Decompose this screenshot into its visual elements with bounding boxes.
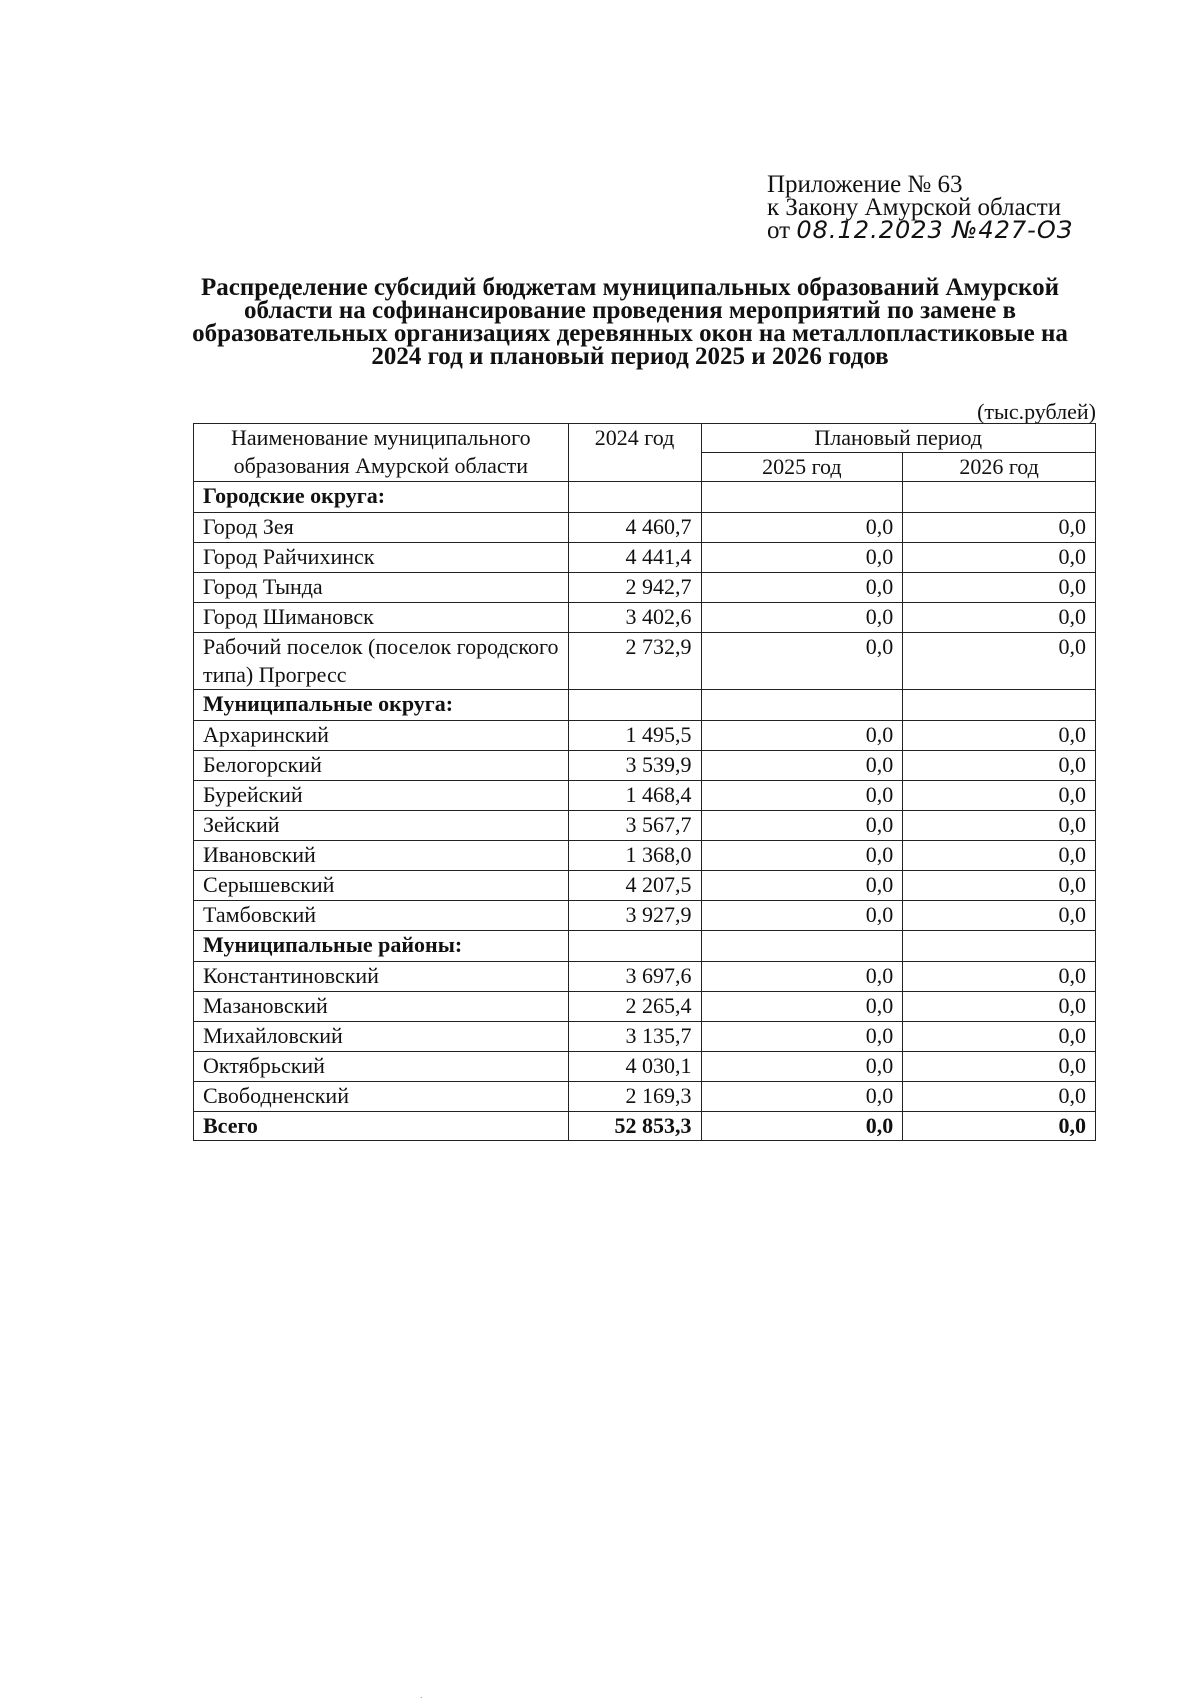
- table-row: [194, 992, 1096, 1022]
- empty-cell: [568, 931, 701, 962]
- empty-cell: [568, 482, 701, 513]
- table-row: [194, 751, 1096, 781]
- municipality-name: Белогорский: [194, 751, 569, 781]
- table-body: [194, 482, 1096, 1141]
- value-2025: 0,0: [701, 513, 903, 543]
- value-2025: 0,0: [701, 841, 903, 871]
- header-2024: 2024 год: [568, 424, 701, 482]
- empty-cell: [903, 482, 1096, 513]
- value-2024: 3 697,6: [568, 962, 701, 992]
- value-2026: 0,0: [903, 603, 1096, 633]
- municipality-name: Рабочий поселок (поселок городского типа) Прогресс: [194, 633, 569, 690]
- value-2026: 0,0: [903, 841, 1096, 871]
- value-2025: 0,0: [701, 603, 903, 633]
- appendix-prefix: от: [767, 217, 791, 244]
- value-2026: 0,0: [903, 721, 1096, 751]
- value-2026: 0,0: [903, 992, 1096, 1022]
- value-2025: 0,0: [701, 721, 903, 751]
- value-2024: 1 468,4: [568, 781, 701, 811]
- value-2024: 3 539,9: [568, 751, 701, 781]
- table-row: [194, 573, 1096, 603]
- value-2024: 4 030,1: [568, 1052, 701, 1082]
- municipality-name: Серышевский: [194, 871, 569, 901]
- empty-cell: [701, 931, 903, 962]
- document-title: Распределение субсидий бюджетам муниципальных образований Амурской области на софинансирование проведения мероприятий по замене в образовательных организациях деревянных окон на металлопластиковые на 2024 год и плановый период 2025 и 2026 годов: [192, 274, 1068, 370]
- value-2026: 0,0: [903, 901, 1096, 931]
- group-row: [194, 482, 1096, 513]
- value-2025: 0,0: [701, 543, 903, 573]
- appendix-block: [767, 173, 1073, 242]
- value-2024: 3 135,7: [568, 1022, 701, 1052]
- table-row: [194, 1082, 1096, 1112]
- municipality-name: Город Шимановск: [194, 603, 569, 633]
- value-2024: 2 732,9: [568, 633, 701, 690]
- table-row: [194, 1022, 1096, 1052]
- table-row: [194, 781, 1096, 811]
- value-2024: 4 460,7: [568, 513, 701, 543]
- value-2025: 0,0: [701, 1082, 903, 1112]
- table-row: [194, 603, 1096, 633]
- value-2026: 0,0: [903, 871, 1096, 901]
- table-row: [194, 633, 1096, 690]
- value-2025: 0,0: [701, 1022, 903, 1052]
- value-2025: 0,0: [701, 901, 903, 931]
- municipality-name: Бурейский: [194, 781, 569, 811]
- municipality-name: Мазановский: [194, 992, 569, 1022]
- value-2026: 0,0: [903, 573, 1096, 603]
- total-label: Всего: [194, 1112, 569, 1141]
- scan-mark: .: [420, 1690, 423, 1701]
- municipality-name: Город Райчихинск: [194, 543, 569, 573]
- header-plan-period: Плановый период: [701, 424, 1096, 453]
- value-2024: 4 441,4: [568, 543, 701, 573]
- empty-cell: [568, 690, 701, 721]
- empty-cell: [903, 931, 1096, 962]
- empty-cell: [701, 482, 903, 513]
- value-2026: 0,0: [903, 1082, 1096, 1112]
- value-2024: 2 265,4: [568, 992, 701, 1022]
- header-2026: 2026 год: [903, 453, 1096, 482]
- table-row: [194, 841, 1096, 871]
- appendix-line-1: Приложение № 63: [767, 171, 963, 198]
- value-2026: 0,0: [903, 962, 1096, 992]
- table-row: [194, 901, 1096, 931]
- table-row: [194, 543, 1096, 573]
- table-row: [194, 513, 1096, 543]
- municipality-name: Город Зея: [194, 513, 569, 543]
- value-2025: 0,0: [701, 573, 903, 603]
- group-label: Городские округа:: [194, 482, 569, 513]
- value-2026: 0,0: [903, 1022, 1096, 1052]
- value-2024: 3 927,9: [568, 901, 701, 931]
- header-name: Наименование муниципального образования Амурской области: [194, 424, 569, 482]
- value-2025: 0,0: [701, 811, 903, 841]
- municipality-name: Михайловский: [194, 1022, 569, 1052]
- municipality-name: Архаринский: [194, 721, 569, 751]
- municipality-name: Константиновский: [194, 962, 569, 992]
- allocation-table: [193, 423, 1096, 1141]
- table-row: [194, 721, 1096, 751]
- appendix-line-3: [767, 216, 1074, 244]
- municipality-name: Зейский: [194, 811, 569, 841]
- municipality-name: Ивановский: [194, 841, 569, 871]
- header-2025: 2025 год: [701, 453, 903, 482]
- value-2026: 0,0: [903, 751, 1096, 781]
- value-2025: 0,0: [701, 871, 903, 901]
- table-row: [194, 1052, 1096, 1082]
- value-2026: 0,0: [903, 543, 1096, 573]
- value-2026: 0,0: [903, 781, 1096, 811]
- group-label: Муниципальные округа:: [194, 690, 569, 721]
- municipality-name: Тамбовский: [194, 901, 569, 931]
- table-row: [194, 811, 1096, 841]
- total-2024: 52 853,3: [568, 1112, 701, 1141]
- value-2024: 4 207,5: [568, 871, 701, 901]
- value-2026: 0,0: [903, 811, 1096, 841]
- value-2024: 3 567,7: [568, 811, 701, 841]
- value-2025: 0,0: [701, 781, 903, 811]
- group-label: Муниципальные районы:: [194, 931, 569, 962]
- value-2026: 0,0: [903, 633, 1096, 690]
- appendix-line-2: к Закону Амурской области: [767, 194, 1062, 221]
- municipality-name: Город Тында: [194, 573, 569, 603]
- value-2024: 3 402,6: [568, 603, 701, 633]
- value-2024: 2 942,7: [568, 573, 701, 603]
- empty-cell: [903, 690, 1096, 721]
- value-2025: 0,0: [701, 962, 903, 992]
- value-2024: 1 495,5: [568, 721, 701, 751]
- total-2026: 0,0: [903, 1112, 1096, 1141]
- group-row: [194, 690, 1096, 721]
- total-2025: 0,0: [701, 1112, 903, 1141]
- municipality-name: Свободненский: [194, 1082, 569, 1112]
- group-row: [194, 931, 1096, 962]
- value-2024: 2 169,3: [568, 1082, 701, 1112]
- table-row: [194, 962, 1096, 992]
- value-2024: 1 368,0: [568, 841, 701, 871]
- table-row: [194, 871, 1096, 901]
- empty-cell: [701, 690, 903, 721]
- value-2025: 0,0: [701, 751, 903, 781]
- value-2025: 0,0: [701, 1052, 903, 1082]
- total-row: [194, 1112, 1096, 1141]
- handwritten-date-number: 08.12.2023 №427-ОЗ: [796, 216, 1074, 244]
- unit-label: (тыс.рублей): [977, 399, 1096, 424]
- value-2025: 0,0: [701, 992, 903, 1022]
- municipality-name: Октябрьский: [194, 1052, 569, 1082]
- value-2025: 0,0: [701, 633, 903, 690]
- value-2026: 0,0: [903, 1052, 1096, 1082]
- value-2026: 0,0: [903, 513, 1096, 543]
